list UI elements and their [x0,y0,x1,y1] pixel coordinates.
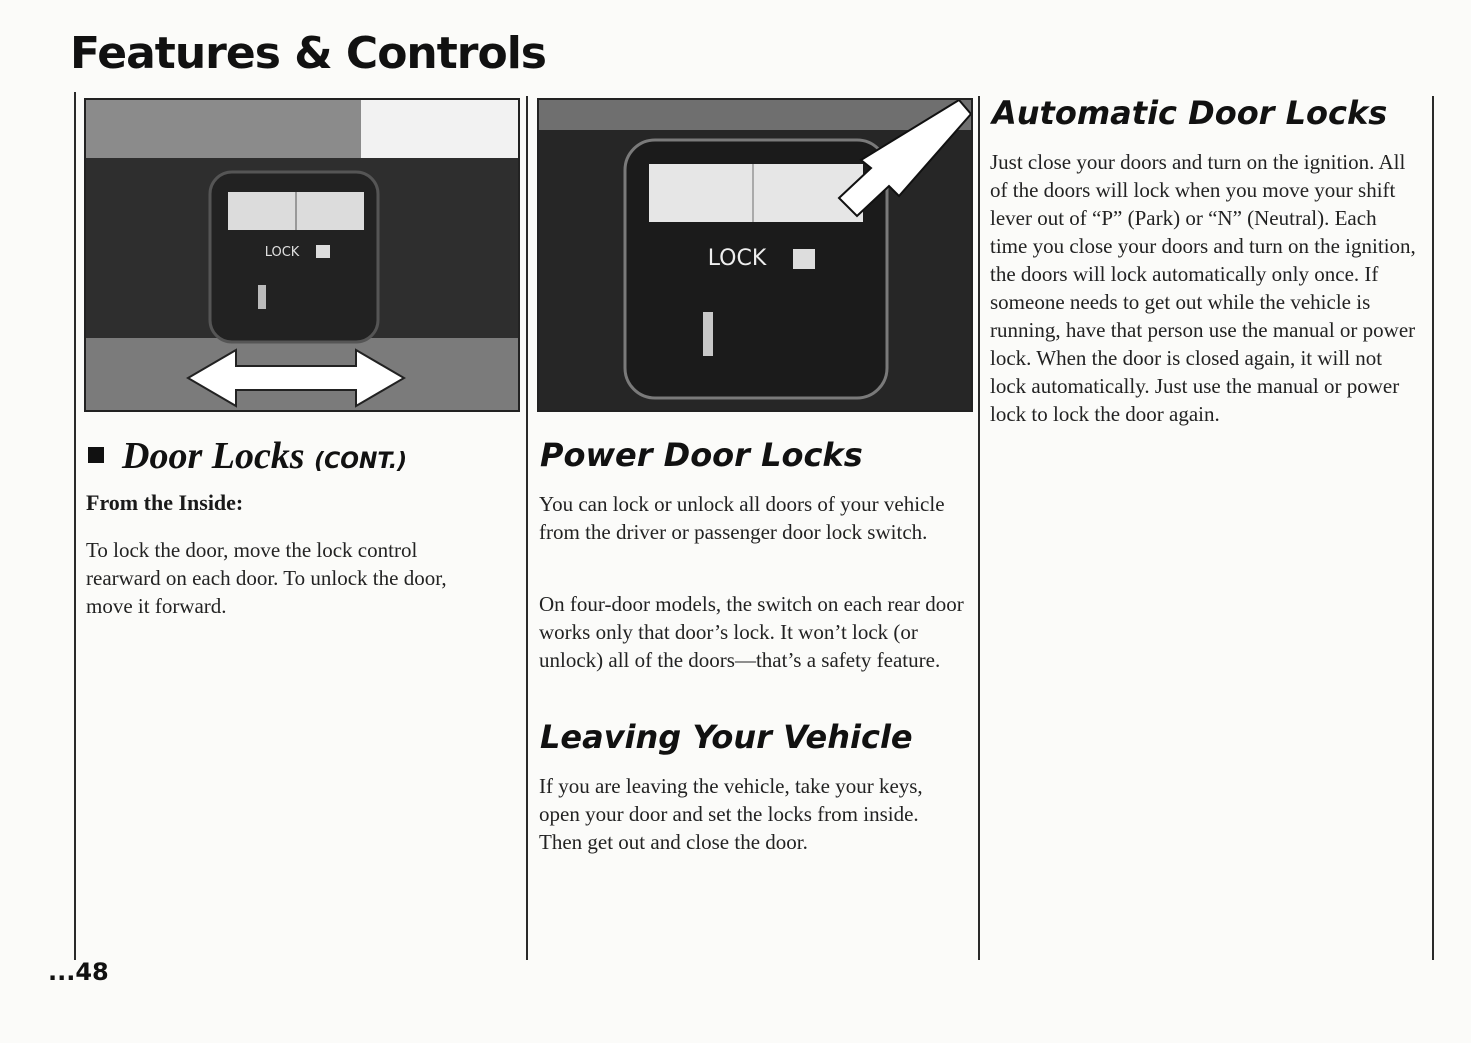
from-inside-subheading: From the Inside: [86,490,244,515]
page-header-title: Features & Controls [70,28,546,79]
square-bullet-icon [88,447,104,463]
door-locks-title-text: Door Locks [122,435,305,477]
door-locks-section-title [88,434,407,478]
leaving-vehicle-para: If you are leaving the vehicle, take your keys, open your door and set the locks from inside. Then get out and close the door. [539,774,923,854]
door-locks-title-cont: (CONT.) [314,449,408,474]
door-lock-illustration-left [86,100,518,410]
automatic-door-locks-para: Just close your doors and turn on the ignition. All of the doors will lock when you move your shift lever out of “P” (Park) or “N” (Neutral). Each time you close your doors and turn on the ignition, the doors will lock automatically only once. If someone needs to get out while the vehicle is running, have that person use the manual or power lock. When the door is closed again, it will not lock automatically. Just use the manual or power lock to lock the door again. [990,150,1416,426]
column-rule-right [1432,96,1434,960]
power-door-locks-para-1: You can lock or unlock all doors of your vehicle from the driver or passenger door lock switch. [539,492,945,544]
column-rule-left [74,92,76,960]
power-door-locks-title: Power Door Locks [540,436,863,474]
door-lock-photo-left [84,98,520,412]
column-rule-mid-2 [978,96,980,960]
page-number-value: 48 [75,958,109,986]
door-lock-photo-middle [537,98,973,412]
door-lock-illustration-middle [539,100,971,410]
page-number [48,958,109,986]
automatic-door-locks-title: Automatic Door Locks [992,94,1388,132]
door-locks-body: To lock the door, move the lock control rearward on each door. To unlock the door, move it forward. [86,538,447,618]
column-rule-mid-1 [526,96,528,960]
lock-label-middle: LOCK [707,246,767,271]
lock-label-left: LOCK [264,245,300,260]
power-door-locks-para-2: On four-door models, the switch on each rear door works only that door’s lock. It won’t lock (or unlock) all of the doors—that’s a safety feature. [539,592,964,672]
leaving-vehicle-title: Leaving Your Vehicle [540,718,913,756]
page-number-dots: ... [48,958,76,986]
